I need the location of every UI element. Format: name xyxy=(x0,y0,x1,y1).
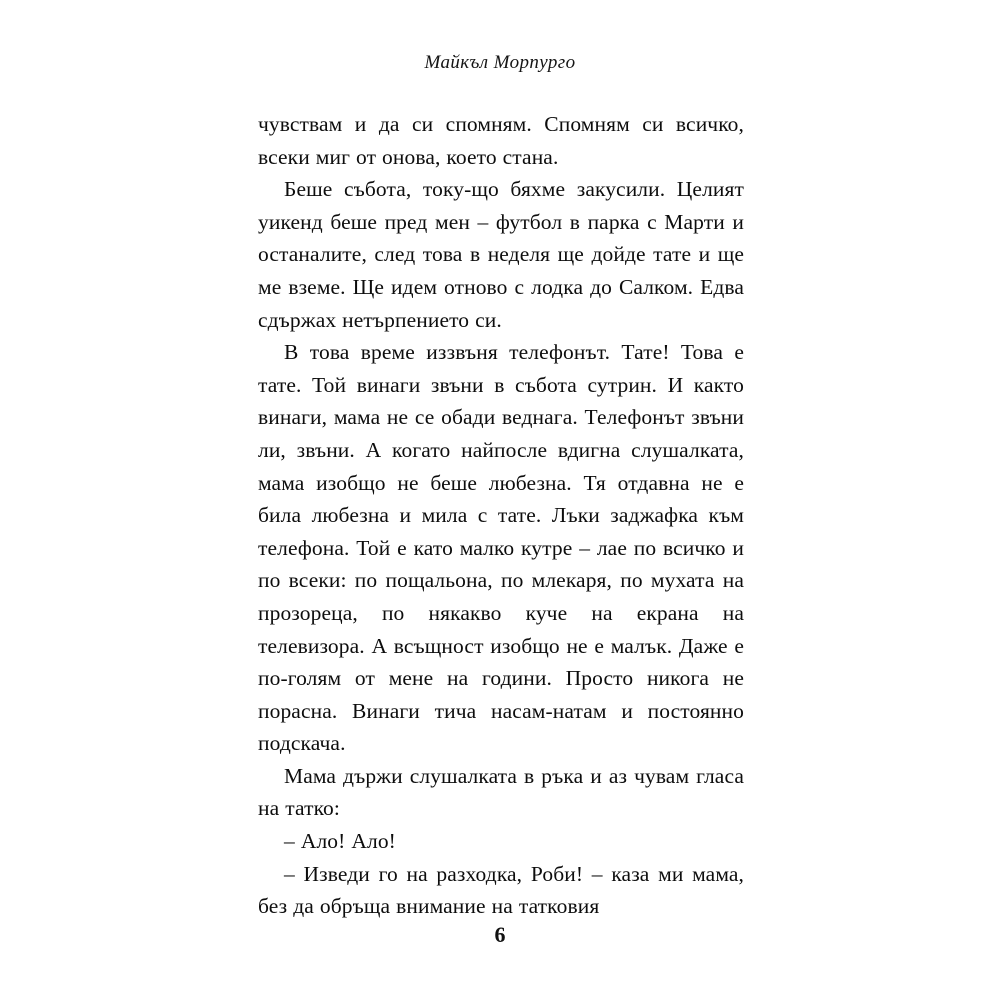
page-number: 6 xyxy=(494,922,506,947)
running-head-author: Майкъл Морпурго xyxy=(424,52,576,73)
paragraph: В това време иззвъня телефонът. Тате! Това е тате. Той винаги звъни в събота сутрин. И както винаги, мама не се обади веднага. Телефонът звъни ли, звъни. А когато найпосле вдигна слушалката, мама изобщо не беше любезна. Тя отдавна не е била любезна и мила с тате. Лъки заджафка към телефона. Той е като малко кутре – лае по всичко и по всеки: по пощальона, по млекаря, по мухата на прозореца, по някакво куче на екрана на телевизора. А всъщност изобщо не е малък. Даже е по-голям от мене на години. Просто никога не порасна. Винаги тича насам-натам и постоянно подскача. xyxy=(258,340,744,756)
paragraph: – Ало! Ало! xyxy=(284,829,396,854)
paragraph: Мама държи слушалката в ръка и аз чувам гласа на татко: xyxy=(258,763,744,821)
paragraph: чувствам и да си спомням. Спомням си всичко, всеки миг от онова, което стана. xyxy=(258,112,744,169)
body-text xyxy=(258,108,744,923)
paragraph: Беше събота, току-що бяхме закусили. Целият уикенд беше пред мен – футбол в парка с Марти и останалите, след това в неделя ще дойде тате и ще ме вземе. Ще идем отново с лодка до Салком. Едва сдържах нетърпението си. xyxy=(258,177,744,332)
paragraph: – Изведи го на разходка, Роби! – каза ми мама, без да обръща внимание на татковия xyxy=(258,861,744,919)
